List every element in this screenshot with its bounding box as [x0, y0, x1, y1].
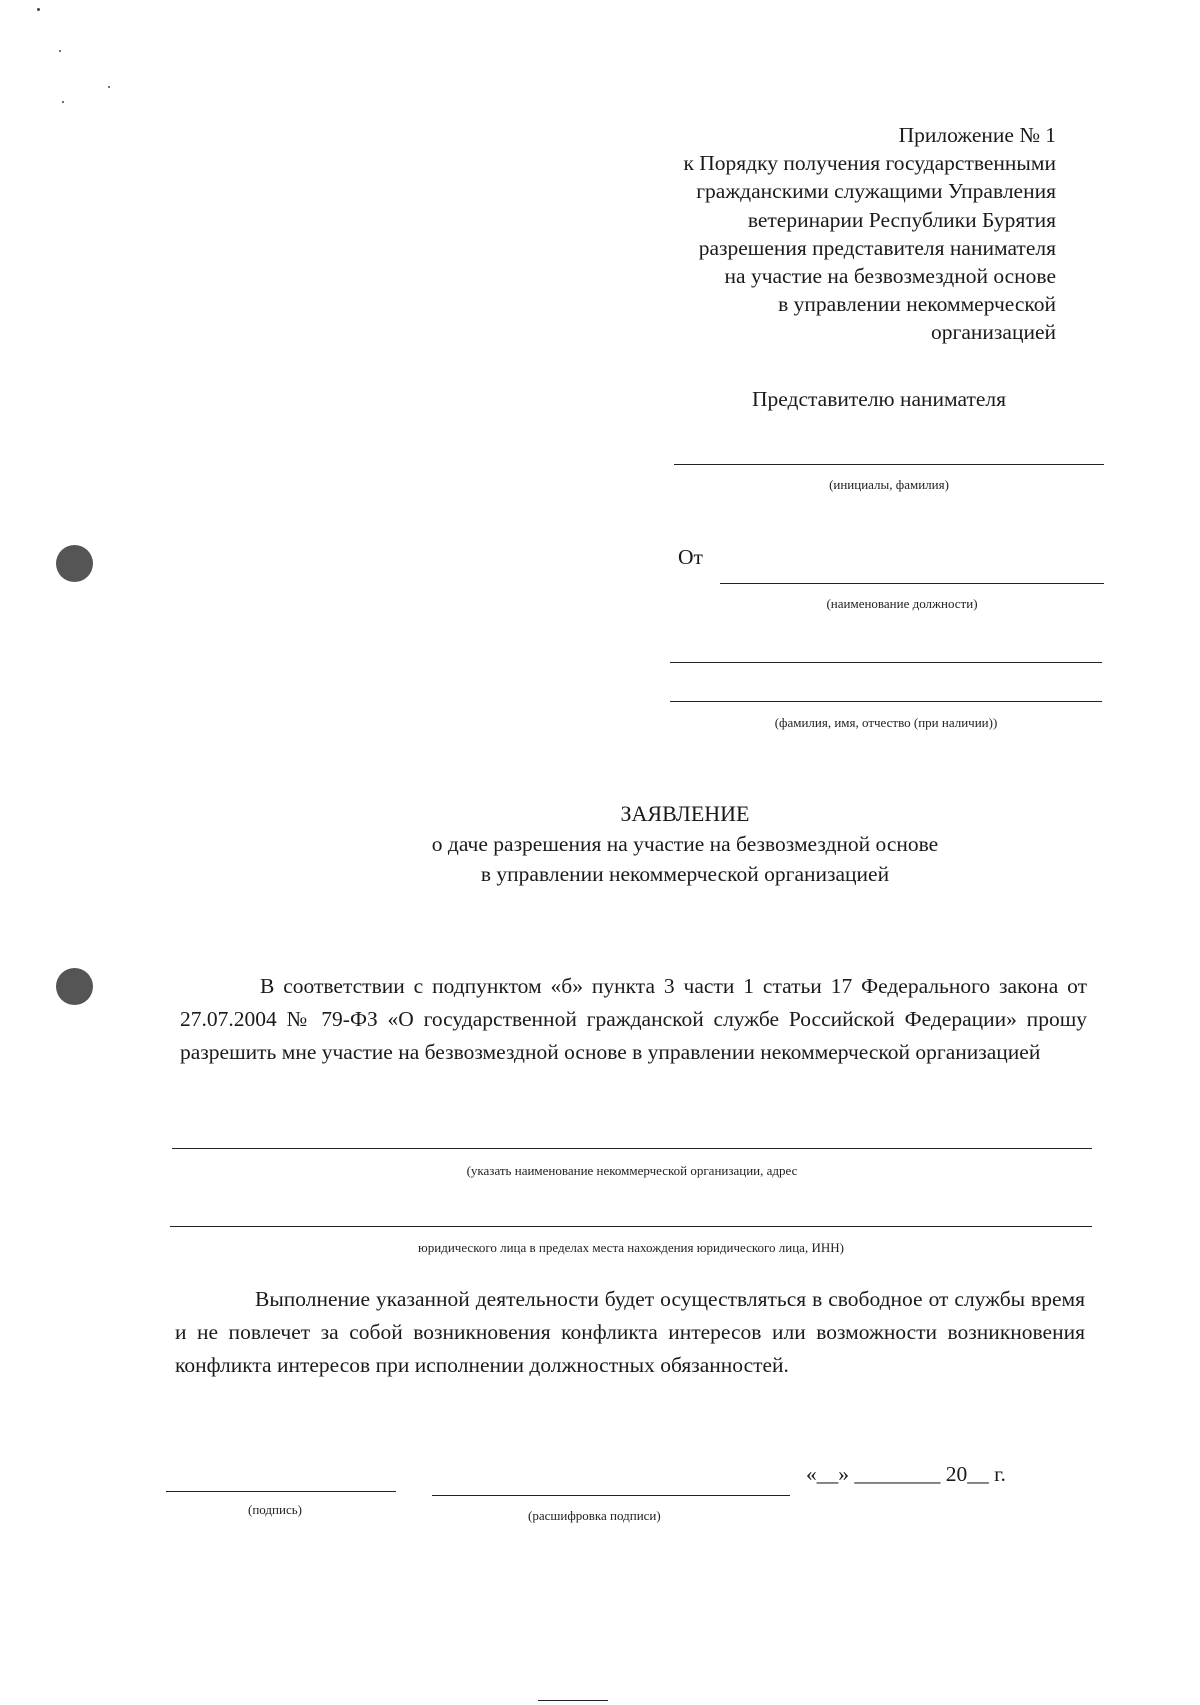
appendix-line: ветеринарии Республики Бурятия: [747, 207, 1056, 232]
org-line-1: [172, 1148, 1092, 1149]
conflict-paragraph: Выполнение указанной деятельности будет осуществляться в свободное от службы время и не повлечет за собой возникновения конфликта интересов или возможности возникновения конфликта интересов при исполнении должностных обязанностей.: [175, 1287, 1085, 1377]
fullname-hint: (фамилия, имя, отчество (при наличии)): [774, 715, 998, 730]
appendix-line: организацией: [931, 320, 1056, 345]
appendix-header: [596, 121, 1056, 347]
org-hint-2: юридического лица в пределах места нахождения юридического лица, ИНН): [418, 1240, 844, 1255]
title-sub-1: о даче разрешения на участие на безвозмездной основе: [431, 832, 939, 856]
appendix-line: на участие на безвозмездной основе: [724, 264, 1056, 289]
page-bottom-mark: [538, 1700, 608, 1701]
punch-hole-bottom: [56, 968, 93, 1005]
title-main: ЗАЯВЛЕНИЕ: [620, 801, 750, 826]
appendix-line: к Порядку получения государственными: [683, 151, 1056, 176]
initials-line: [674, 464, 1104, 465]
from-label: От: [678, 545, 703, 569]
signature-line: [166, 1491, 396, 1492]
initials-hint: (инициалы, фамилия): [829, 477, 949, 492]
appendix-line: Приложение № 1: [898, 123, 1056, 147]
decoding-hint: (расшифровка подписи): [528, 1508, 661, 1523]
scan-speck: [59, 50, 61, 52]
position-hint: (наименование должности): [826, 596, 978, 611]
org-hint-1: (указать наименование некоммерческой организации, адрес: [466, 1163, 798, 1178]
scan-speck: [37, 8, 40, 11]
addressee-heading: Представителю нанимателя: [752, 387, 1007, 411]
signature-hint: (подпись): [248, 1502, 302, 1517]
appendix-line: в управлении некоммерческой: [778, 292, 1056, 317]
date-field: «__» ________ 20__ г.: [806, 1462, 1006, 1486]
scan-speck: [62, 101, 64, 103]
request-paragraph: В соответствии с подпунктом «б» пункта 3 части 1 статьи 17 Федерального закона от 27.07.2004 № 79-ФЗ «О государственной гражданской службе Российской Федерации» прошу разрешить мне участие на безвозмездной основе в управлении некоммерческой организацией: [180, 974, 1087, 1064]
decoding-line: [432, 1495, 790, 1496]
name-line-1: [670, 662, 1102, 663]
title-sub-2: в управлении некоммерческой организацией: [480, 862, 890, 886]
punch-hole-top: [56, 545, 93, 582]
org-line-2: [170, 1226, 1092, 1227]
appendix-line: разрешения представителя нанимателя: [698, 235, 1056, 260]
scan-speck: [108, 86, 110, 88]
appendix-line: гражданскими служащими Управления: [696, 179, 1056, 204]
position-line: [720, 583, 1104, 584]
name-line-2: [670, 701, 1102, 702]
document-title: [340, 799, 1030, 889]
